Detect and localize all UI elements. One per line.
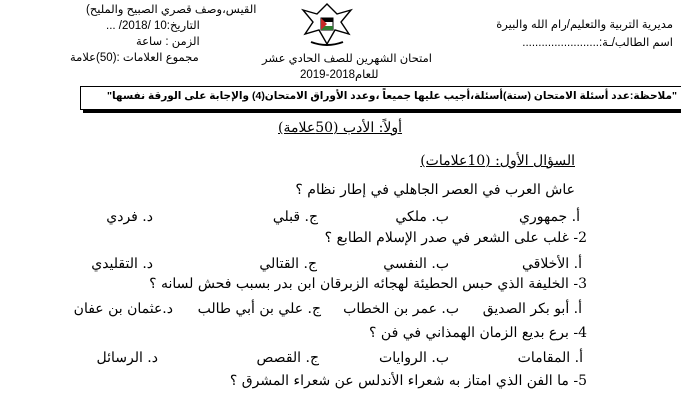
student-name-field: اسم الطالب/ـة:........................ [522, 37, 673, 49]
option-d: د.عثمان بن عفان [73, 301, 173, 317]
option-d: د. التقليدي [91, 256, 153, 272]
option-a: أ. أبو بكر الصديق [482, 301, 582, 317]
section-title: أولاً: الأدب (50علامة) [278, 120, 403, 136]
question-text: 2- غلب على الشعر في صدر الإسلام الطابع ؟ [324, 230, 587, 246]
total-marks: مجموع العلامات :(50)علامة [70, 52, 199, 64]
question-text: عاش العرب في العصر الجاهلي في إطار نظام ؟ [295, 182, 575, 198]
exam-duration: الزمن : ساعة [136, 36, 200, 48]
option-d: د. الرسائل [96, 350, 158, 366]
exam-title: امتحان الشهرين للصف الحادي عشر [262, 53, 432, 65]
option-b: ب. ملكي [395, 209, 449, 225]
question-text: 5- ما الفن الذي امتاز به شعراء الأندلس عن شعراء المشرق ؟ [229, 373, 587, 389]
question-text: 4- برع بديع الزمان الهمذاني في فن ؟ [369, 325, 587, 341]
option-b: ب. النفسي [383, 256, 449, 272]
header-line1: القيس،وصف قصري الصبيح والمليح) [86, 4, 257, 16]
option-b: ب. الروايات [379, 350, 449, 366]
option-c: ج. علي بن أبي طالب [197, 301, 321, 317]
exam-date: التاريخ:10 /2018/ ... [106, 20, 200, 32]
exam-year: للعام2018-2019 [300, 69, 379, 81]
option-d: د. فردي [106, 209, 153, 225]
option-a: أ. جمهوري [519, 209, 580, 225]
option-a: أ. المقامات [517, 350, 583, 366]
option-c: ج. القتالي [259, 256, 317, 272]
directorate-name: مديرية التربية والتعليم/رام الله والبيرة [496, 19, 673, 31]
exam-note-text: "ملاحظة:عدد أسئلة الامتحان (ستة)أسئلة،أجيب عليها جميعاً ،وعدد الأوراق الامتحان(4) والإجابة على الورقة نفسها" [107, 90, 677, 102]
question1-title: السؤال الأول: (10علامات) [420, 153, 575, 169]
option-c: ج. قبلي [272, 209, 318, 225]
option-a: أ. الأخلاقي [521, 256, 582, 272]
option-b: ب. عمر بن الخطاب [343, 301, 459, 317]
question-text: 3- الخليفة الذي حبس الحطيئة لهجائه الزبرقان ابن بدر بسبب فحش لسانه ؟ [149, 276, 587, 292]
exam-note-box [80, 86, 681, 110]
option-c: ج. القصص [256, 350, 319, 366]
palestinian-emblem-icon [297, 0, 357, 50]
